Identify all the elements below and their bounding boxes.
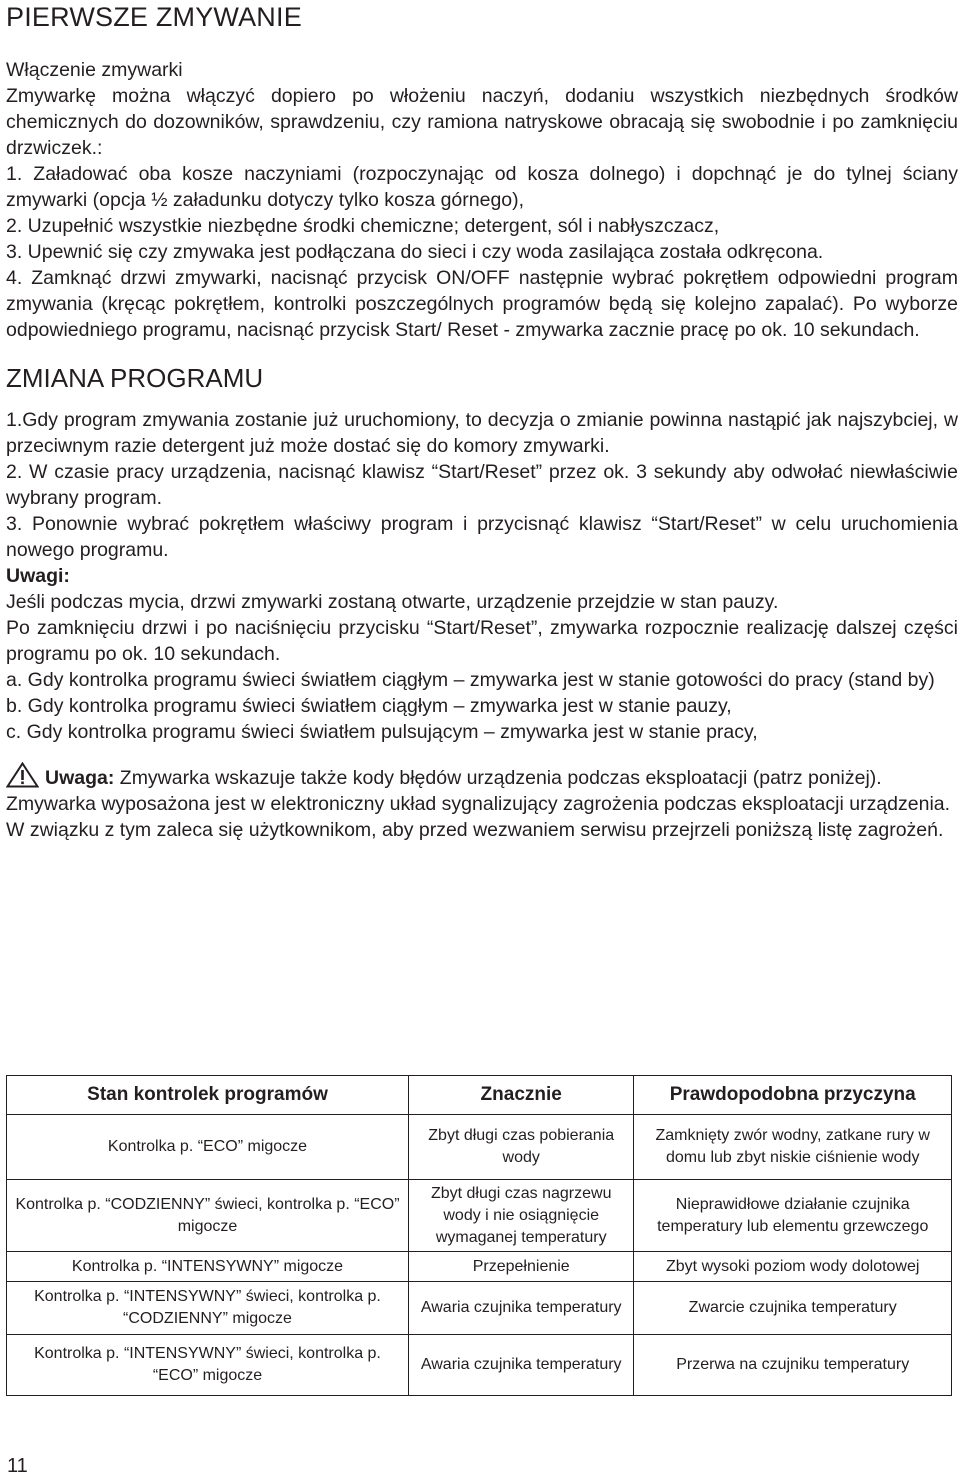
start-step-3: 3. Upewnić się czy zmywaka jest podłączana do sieci i czy woda zasilająca została odkręcona. <box>6 241 824 263</box>
warning-line-1: Zmywarka wyposażona jest w elektroniczny układ sygnalizujący zagrożenia podczas eksploatacji urządzenia. <box>6 793 951 815</box>
note-b: b. Gdy kontrolka programu świeci światłem ciągłym – zmywarka jest w stanie pauzy, <box>6 695 732 717</box>
table-row <box>7 1180 952 1252</box>
cell-probable-cause: Zamknięty zwór wodny, zatkane rury w domu lub zbyt niskie ciśnienie wody <box>634 1115 952 1180</box>
intro-paragraph: Zmywarkę można włączyć dopiero po włożeniu naczyń, dodaniu wszystkich niezbędnych środków chemicznych do dozowników, sprawdzeniu, czy ramiona natryskowe obracają się swobodnie i po zamknięciu drzwiczek.: <box>6 85 958 159</box>
warning-block <box>6 762 958 843</box>
table-header-row <box>7 1076 952 1115</box>
cell-probable-cause: Zwarcie czujnika temperatury <box>634 1282 952 1335</box>
note-1: Jeśli podczas mycia, drzwi zmywarki zostaną otwarte, urządzenie przejdzie w stan pauzy. <box>6 591 779 613</box>
warning-paragraph <box>6 762 958 791</box>
note-a: a. Gdy kontrolka programu świeci światłem ciągłym – zmywarka jest w stanie gotowości do pracy (stand by) <box>6 669 935 691</box>
cell-meaning: Zbyt długi czas pobierania wody <box>408 1115 633 1180</box>
table-row <box>7 1252 952 1282</box>
page-number: 11 <box>7 1455 28 1477</box>
cell-probable-cause: Zbyt wysoki poziom wody dolotowej <box>634 1252 952 1282</box>
page-title: PIERWSZE ZMYWANIE <box>6 2 302 32</box>
section-program-change <box>6 407 958 745</box>
cell-meaning: Zbyt długi czas nagrzewu wody i nie osiągnięcie wymaganej temperatury <box>408 1180 633 1252</box>
change-step-1: 1.Gdy program zmywania zostanie już uruchomiony, to decyzja o zmianie powinna nastąpić jak najszybciej, w przeciwnym razie detergent już może dostać się do komory zmywarki. <box>6 409 958 457</box>
header-probable-cause: Prawdopodobna przyczyna <box>634 1076 952 1115</box>
table-row <box>7 1282 952 1335</box>
error-codes-table <box>6 1075 952 1396</box>
section-heading: Włączenie zmywarki <box>6 59 183 81</box>
table-row <box>7 1335 952 1396</box>
note-2: Po zamknięciu drzwi i po naciśnięciu przycisku “Start/Reset”, zmywarka rozpocznie realizację dalszej części programu po ok. 10 sekundach. <box>6 617 958 665</box>
warning-line-2: W związku z tym zaleca się użytkownikom, aby przed wezwaniem serwisu przejrzeli poniższą listę zagrożeń. <box>6 819 944 841</box>
note-c: c. Gdy kontrolka programu świeci światłem pulsującym – zmywarka jest w stanie pracy, <box>6 721 758 743</box>
section-title-program-change: ZMIANA PROGRAMU <box>6 363 264 393</box>
header-indicator-state: Stan kontrolek programów <box>7 1076 409 1115</box>
warning-label: Uwaga: <box>45 767 115 789</box>
cell-indicator-state: Kontrolka p. “INTENSYWNY” świeci, kontrolka p. “CODZIENNY” migocze <box>7 1282 409 1335</box>
notes-label-text: Uwagi: <box>6 565 70 587</box>
header-meaning: Znacznie <box>408 1076 633 1115</box>
start-step-4: 4. Zamknąć drzwi zmywarki, nacisnąć przycisk ON/OFF następnie wybrać pokrętłem odpowiedni program zmywania (kręcąc pokrętłem, kontrolki poszczególnych programów będą się kolejno zapalać). Po wyborze odpowiedniego programu, nacisnąć przycisk Start/ Reset - zmywarka zacznie pracę po ok. 10 sekundach. <box>6 267 958 341</box>
start-step-2: 2. Uzupełnić wszystkie niezbędne środki chemiczne; detergent, sól i nabłyszczacz, <box>6 215 720 237</box>
change-step-2: 2. W czasie pracy urządzenia, nacisnąć klawisz “Start/Reset” przez ok. 3 sekundy aby odwołać niewłaściwie wybrany program. <box>6 461 958 509</box>
cell-indicator-state: Kontrolka p. “CODZIENNY” świeci, kontrolka p. “ECO” migocze <box>7 1180 409 1252</box>
cell-meaning: Awaria czujnika temperatury <box>408 1282 633 1335</box>
section-start <box>6 57 958 343</box>
warning-triangle-icon <box>6 762 39 788</box>
manual-page <box>6 0 958 843</box>
cell-meaning: Awaria czujnika temperatury <box>408 1335 633 1396</box>
warning-text: Zmywarka wskazuje także kody błędów urządzenia podczas eksploatacji (patrz poniżej). <box>114 767 882 789</box>
cell-indicator-state: Kontrolka p. “INTENSYWNY” świeci, kontrolka p. “ECO” migocze <box>7 1335 409 1396</box>
cell-probable-cause: Nieprawidłowe działanie czujnika temperatury lub elementu grzewczego <box>634 1180 952 1252</box>
table-row <box>7 1115 952 1180</box>
cell-meaning: Przepełnienie <box>408 1252 633 1282</box>
notes-label <box>6 563 958 589</box>
change-step-3: 3. Ponownie wybrać pokrętłem właściwy program i przycisnąć klawisz “Start/Reset” w celu uruchomienia nowego programu. <box>6 513 958 561</box>
start-step-1: 1. Załadować oba kosze naczyniami (rozpoczynając od kosza dolnego) i dopchnąć je do tylnej ściany zmywarki (opcja ½ załadunku dotyczy tylko kosza górnego), <box>6 163 958 211</box>
cell-probable-cause: Przerwa na czujniku temperatury <box>634 1335 952 1396</box>
cell-indicator-state: Kontrolka p. “ECO” migocze <box>7 1115 409 1180</box>
cell-indicator-state: Kontrolka p. “INTENSYWNY” migocze <box>7 1252 409 1282</box>
